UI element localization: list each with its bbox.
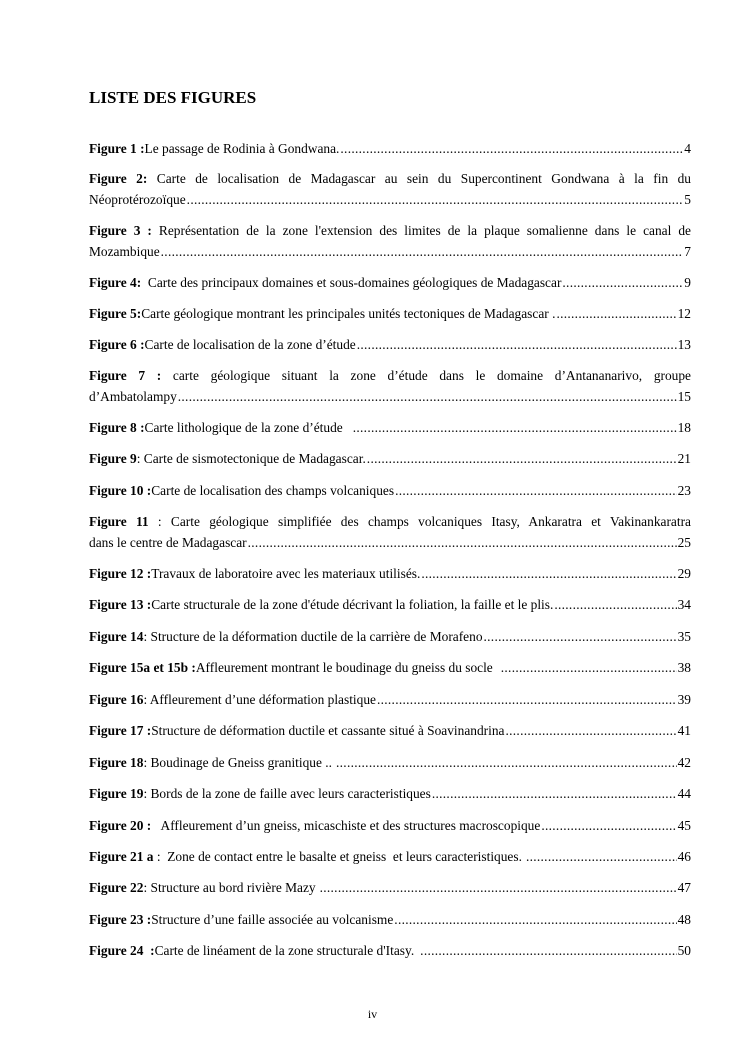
dot-leader xyxy=(394,909,676,930)
dot-leader xyxy=(526,846,677,867)
figure-label: Figure 20 : xyxy=(89,818,152,833)
toc-entry-figure-18[interactable] xyxy=(89,752,691,773)
figure-label: Figure 24 : xyxy=(89,943,155,958)
dot-leader xyxy=(395,480,677,501)
dot-leader xyxy=(187,189,684,210)
toc-entry-figure-16[interactable] xyxy=(89,689,691,710)
figure-caption: Carte de linéament de la zone structurale d'Itasy. xyxy=(154,943,415,958)
page-number: 35 xyxy=(677,629,691,644)
dot-leader xyxy=(562,272,683,293)
figure-caption: Carte géologique montrant les principales unités tectoniques de Madagascar . xyxy=(141,306,556,321)
page-number: 15 xyxy=(677,389,691,404)
figure-label: Figure 14 xyxy=(89,629,144,644)
figure-caption: Représentation de la zone l'extension des limites de la plaque somalienne dans le canal de xyxy=(151,223,691,238)
dot-leader xyxy=(357,334,677,355)
figure-caption: : Affleurement d’une déformation plastique xyxy=(143,692,376,707)
figure-label: Figure 19 xyxy=(89,786,144,801)
toc-entry-figure-10[interactable] xyxy=(89,480,691,501)
toc-entry-figure-12[interactable] xyxy=(89,563,691,584)
dot-leader xyxy=(377,689,677,710)
figure-caption: Carte de localisation des champs volcaniques xyxy=(151,483,395,498)
page-number: 9 xyxy=(684,275,691,290)
toc-entry-figure-9[interactable] xyxy=(89,448,691,469)
figure-caption: : Carte géologique simplifiée des champs volcaniques Itasy, Ankaratra et Vakinankaratra xyxy=(148,514,691,529)
page-number-footer: iv xyxy=(367,1007,378,1021)
figure-label: Figure 9 xyxy=(89,451,137,466)
dot-leader xyxy=(353,417,677,438)
figure-caption: : Bords de la zone de faille avec leurs caracteristiques xyxy=(143,786,431,801)
figure-caption: Carte de localisation de la zone d’étude xyxy=(144,337,356,352)
figure-label: Figure 11 xyxy=(89,514,149,529)
dot-leader xyxy=(484,626,677,647)
dot-leader xyxy=(420,940,676,961)
page-title: LISTE DES FIGURES xyxy=(89,88,257,107)
page-number: 38 xyxy=(677,660,691,675)
figure-label: Figure 16 xyxy=(89,692,144,707)
dot-leader xyxy=(556,303,676,324)
toc-entry-figure-3[interactable] xyxy=(89,220,691,262)
toc-entry-figure-11[interactable] xyxy=(89,511,691,553)
page-number: 4 xyxy=(684,141,691,156)
figure-caption: carte géologique situant la zone d’étude dans le domaine d’Antananarivo, groupe xyxy=(161,368,692,383)
page-number: 13 xyxy=(677,337,691,352)
figure-label: Figure 8 : xyxy=(89,420,145,435)
dot-leader xyxy=(178,386,677,407)
dot-leader xyxy=(432,783,677,804)
toc-entry-figure-4[interactable] xyxy=(89,272,691,293)
figure-caption-continued: Néoprotérozoïque xyxy=(89,192,186,207)
toc-entry-figure-2[interactable] xyxy=(89,168,691,210)
figure-caption-continued: dans le centre de Madagascar xyxy=(89,535,247,550)
dot-leader xyxy=(367,448,677,469)
dot-leader xyxy=(336,752,677,773)
page-number: 39 xyxy=(677,692,691,707)
page-number: 5 xyxy=(684,192,691,207)
figure-label: Figure 21 a xyxy=(89,849,154,864)
figure-label: Figure 2: xyxy=(89,171,148,186)
toc-entry-figure-5[interactable] xyxy=(89,303,691,324)
dot-leader xyxy=(505,720,676,741)
page-number: 47 xyxy=(677,880,691,895)
toc-entry-figure-1[interactable] xyxy=(89,138,691,159)
figure-label: Figure 5: xyxy=(89,306,142,321)
toc-entry-figure-21a[interactable] xyxy=(89,846,691,867)
toc-entry-figure-17[interactable] xyxy=(89,720,691,741)
dot-leader xyxy=(554,594,676,615)
figure-caption: : Boudinage de Gneiss granitique .. xyxy=(143,755,332,770)
figure-caption: Carte structurale de la zone d'étude décrivant la foliation, la faille et le plis. xyxy=(151,597,554,612)
page-number: 44 xyxy=(677,786,691,801)
figure-label: Figure 6 : xyxy=(89,337,145,352)
figure-label: Figure 13 : xyxy=(89,597,152,612)
dot-leader xyxy=(340,138,683,159)
figure-caption-continued: Mozambique xyxy=(89,244,160,259)
toc-entry-figure-20[interactable] xyxy=(89,815,691,836)
dot-leader xyxy=(541,815,676,836)
figure-caption: Le passage de Rodinia à Gondwana. xyxy=(144,141,340,156)
figure-label: Figure 15a et 15b : xyxy=(89,660,196,675)
figure-caption: Travaux de laboratoire avec les materiaux utilisés. xyxy=(151,566,421,581)
figure-caption: : Structure au bord rivière Mazy xyxy=(143,880,316,895)
figure-label: Figure 18 xyxy=(89,755,144,770)
page-number: 42 xyxy=(677,755,691,770)
dot-leader xyxy=(161,241,684,262)
page-number: 7 xyxy=(684,244,691,259)
figure-label: Figure 17 : xyxy=(89,723,152,738)
toc-entry-figure-15[interactable] xyxy=(89,657,691,678)
figure-label: Figure 10 : xyxy=(89,483,152,498)
dot-leader xyxy=(248,532,677,553)
page-number: 12 xyxy=(677,306,691,321)
toc-entry-figure-7[interactable] xyxy=(89,365,691,407)
figure-caption: Affleurement montrant le boudinage du gneiss du socle xyxy=(195,660,493,675)
dot-leader xyxy=(501,657,677,678)
page-number: 48 xyxy=(677,912,691,927)
toc-entry-figure-19[interactable] xyxy=(89,783,691,804)
figure-caption: Structure d’une faille associée au volcanisme xyxy=(151,912,394,927)
page-number: 25 xyxy=(677,535,691,550)
page-number: 18 xyxy=(677,420,691,435)
toc-entry-figure-23[interactable] xyxy=(89,909,691,930)
figure-caption: Structure de déformation ductile et cassante situé à Soavinandrina xyxy=(151,723,505,738)
page-number: 29 xyxy=(677,566,691,581)
toc-entry-figure-14[interactable] xyxy=(89,626,691,647)
figure-label: Figure 22 xyxy=(89,880,144,895)
figure-label: Figure 7 : xyxy=(89,368,162,383)
dot-leader xyxy=(320,877,677,898)
figure-label: Figure 4: xyxy=(89,275,142,290)
page-number: 34 xyxy=(677,597,691,612)
toc-entry-figure-24[interactable] xyxy=(89,940,691,961)
toc-entry-figure-22[interactable] xyxy=(89,877,691,898)
figure-caption: Carte lithologique de la zone d’étude xyxy=(144,420,343,435)
page-number: 21 xyxy=(677,451,691,466)
toc-entry-figure-8[interactable] xyxy=(89,417,691,438)
page-number: 45 xyxy=(677,818,691,833)
figure-caption: : Zone de contact entre le basalte et gneiss et leurs caracteristiques. xyxy=(153,849,522,864)
page-number: 46 xyxy=(677,849,691,864)
figure-caption: Affleurement d’un gneiss, micaschiste et des structures macroscopique xyxy=(151,818,541,833)
figure-caption: Carte des principaux domaines et sous-domaines géologiques de Madagascar xyxy=(141,275,562,290)
figure-label: Figure 12 : xyxy=(89,566,152,581)
toc-entry-figure-6[interactable] xyxy=(89,334,691,355)
figure-caption: Carte de localisation de Madagascar au sein du Supercontinent Gondwana à la fin du xyxy=(147,171,691,186)
figure-caption: : Carte de sismotectonique de Madagascar. xyxy=(136,451,366,466)
figure-label: Figure 23 : xyxy=(89,912,152,927)
toc-entry-figure-13[interactable] xyxy=(89,594,691,615)
figure-caption-continued: d’Ambatolampy xyxy=(89,389,177,404)
page-number: 41 xyxy=(677,723,691,738)
page-number: 23 xyxy=(677,483,691,498)
dot-leader xyxy=(421,563,676,584)
page-number: 50 xyxy=(677,943,691,958)
figure-caption: : Structure de la déformation ductile de la carrière de Morafeno xyxy=(143,629,483,644)
figure-label: Figure 3 : xyxy=(89,223,152,238)
figure-label: Figure 1 : xyxy=(89,141,145,156)
